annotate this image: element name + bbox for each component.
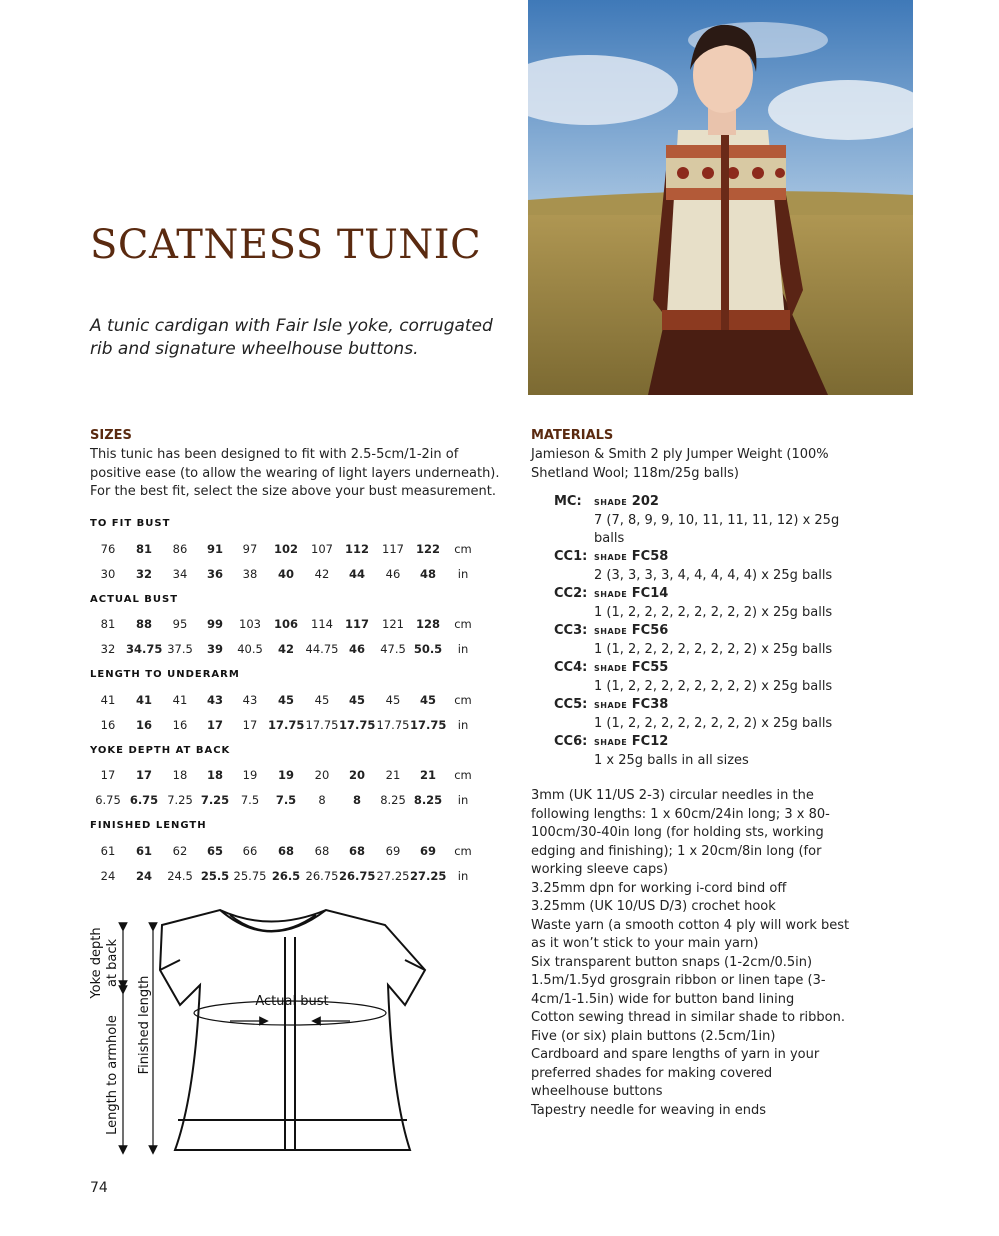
table-cell: 27.25 [410,869,447,883]
table-cell: 112 [344,542,369,556]
table-cell: 42 [277,642,294,656]
table-cell: 20 [348,768,365,782]
table-cell: 107 [311,542,333,556]
colour-code: MC: [554,494,582,509]
table-cell: 24 [100,869,116,883]
table-label: YOKE DEPTH AT BACK [90,745,231,756]
shade-word: shade [594,698,628,711]
table-cell: 47.5 [380,642,406,656]
list-item: Five (or six) plain buttons (2.5cm/1in) [531,1028,776,1044]
table-row [90,869,480,885]
sizes-text: This tunic has been designed to fit with 2.5-5cm/1-2in of positive ease (to allow the wearing of light layers underneath). For the best fit, select the size above your bust measurement. [90,447,500,499]
table-cell: 41 [172,693,188,707]
table-cell: 25.5 [200,869,230,883]
table-cell: 45 [419,693,436,707]
colour-shade [594,586,668,601]
table-cell: 34 [172,567,188,581]
table-unit: in [457,642,469,656]
colour-code: CC4: [554,660,588,675]
table-cell: 32 [135,567,152,581]
table-cell: 40 [277,567,294,581]
table-cell: 26.5 [271,869,301,883]
table-cell: 17 [206,718,223,732]
table-row [90,718,480,734]
colour-quantity: 7 (7, 8, 9, 9, 10, 11, 11, 11, 12) x 25g [594,513,840,528]
table-cell: 48 [419,567,436,581]
table-unit: cm [454,693,472,707]
shade-word: shade [594,624,628,637]
table-unit: cm [454,617,472,631]
table-cell: 39 [206,642,223,656]
table-cell: 8 [318,793,326,807]
yoke-label: Yoke depth [89,927,104,999]
table-unit: cm [454,768,472,782]
table-cell: 117 [382,542,404,556]
table-cell: 117 [344,617,369,631]
table-unit: in [457,567,469,581]
table-label: ACTUAL BUST [90,594,179,605]
table-cell: 20 [314,768,330,782]
table-unit: in [457,793,469,807]
table-cell: 50.5 [413,642,443,656]
table-cell: 24.5 [167,869,193,883]
table-cell: 18 [206,768,223,782]
table-cell: 41 [135,693,152,707]
table-row [90,844,480,860]
table-cell: 46 [385,567,401,581]
table-cell: 32 [100,642,116,656]
table-row [90,617,480,633]
table-cell: 43 [242,693,258,707]
table-cell: 44.75 [305,642,339,656]
table-cell: 43 [206,693,223,707]
photo-illustration [528,0,913,395]
shade-word: shade [594,550,628,563]
table-cell: 65 [206,844,223,858]
table-cell: 41 [100,693,116,707]
table-cell: 114 [311,617,333,631]
table-cell: 69 [419,844,436,858]
colour-quantity: 2 (3, 3, 3, 3, 4, 4, 4, 4, 4) x 25g balls [594,568,833,583]
table-cell: 30 [100,567,116,581]
table-cell: 122 [415,542,440,556]
finished-length-label: Finished length [137,975,152,1075]
table-cell: 19 [277,768,294,782]
table-cell: 76 [100,542,116,556]
table-row [90,768,480,784]
list-item: 3mm (UK 11/US 2-3) circular needles in the following lengths: 1 x 60cm/24in long; 3 x 80-100cm/30-40in long (for holding sts, working edging and finishing); 1 x 20cm/8in long (for working sleeve caps) [531,788,830,877]
list-item: Cardboard and spare lengths of yarn in your preferred shades for making covered wheelhouse buttons [531,1047,820,1099]
shade-number: FC56 [631,623,669,638]
colour-shade [594,734,668,749]
table-cell: 8 [352,793,361,807]
table-cell: 61 [135,844,152,858]
table-cell: 102 [273,542,298,556]
list-item: 3.25mm dpn for working i-cord bind off [531,880,787,896]
table-cell: 8.25 [380,793,406,807]
colour-shade [594,660,668,675]
table-row [90,693,480,709]
table-cell: 91 [206,542,223,556]
table-cell: 45 [277,693,294,707]
table-cell: 34.75 [126,642,163,656]
colour-code: CC1: [554,549,588,564]
shade-word: shade [594,495,628,508]
table-cell: 38 [242,567,258,581]
colour-shade [594,623,668,638]
colour-quantity: 1 (1, 2, 2, 2, 2, 2, 2, 2, 2) x 25g balls [594,605,833,620]
table-cell: 16 [135,718,152,732]
table-cell: 7.25 [167,793,193,807]
table-cell: 26.75 [305,869,339,883]
table-unit: in [457,869,469,883]
schematic-diagram [80,905,430,1160]
intro-text: A tunic cardigan with Fair Isle yoke, corrugated rib and signature wheelhouse buttons. [90,316,493,359]
table-label: LENGTH TO UNDERARM [90,669,240,680]
table-cell: 19 [242,768,258,782]
table-cell: 16 [100,718,116,732]
table-cell: 27.25 [376,869,410,883]
table-cell: 46 [348,642,365,656]
colour-shade [594,494,659,509]
table-cell: 97 [242,542,258,556]
table-unit: in [457,718,469,732]
shade-number: 202 [631,494,659,509]
table-cell: 45 [348,693,365,707]
table-cell: 17.75 [268,718,305,732]
table-cell: 6.75 [95,793,121,807]
table-cell: 86 [172,542,188,556]
shade-word: shade [594,587,628,600]
yarn-text: Jamieson & Smith 2 ply Jumper Weight (100% Shetland Wool; 118m/25g balls) [531,447,829,481]
table-cell: 37.5 [167,642,193,656]
garment-schematic [80,905,430,1160]
colour-quantity: 1 (1, 2, 2, 2, 2, 2, 2, 2, 2) x 25g balls [594,679,833,694]
table-cell: 40.5 [237,642,263,656]
table-cell: 106 [273,617,298,631]
table-cell: 45 [385,693,401,707]
table-cell: 17.75 [410,718,447,732]
yoke-label: at back [105,938,120,988]
table-cell: 18 [172,768,188,782]
list-item: 1.5m/1.5yd grosgrain ribbon or linen tape (3-4cm/1-1.5in) wide for button band lining [531,973,826,1007]
table-cell: 68 [348,844,365,858]
table-cell: 24 [135,869,152,883]
table-cell: 121 [382,617,404,631]
armhole-label: Length to armhole [105,1015,120,1135]
colour-code: CC6: [554,734,588,749]
table-unit: cm [454,542,472,556]
table-row [90,567,480,583]
table-cell: 26.75 [339,869,376,883]
table-cell: 99 [206,617,223,631]
colour-code: CC3: [554,623,588,638]
table-cell: 7.25 [200,793,230,807]
list-item: Tapestry needle for weaving in ends [531,1102,767,1118]
table-cell: 88 [135,617,152,631]
colour-quantity: balls [594,531,625,546]
shade-number: FC38 [631,697,669,712]
list-item: Six transparent button snaps (1-2cm/0.5in) [531,954,813,970]
table-cell: 66 [242,844,258,858]
table-cell: 42 [314,567,330,581]
table-label: TO FIT BUST [90,518,171,529]
table-cell: 68 [314,844,330,858]
table-cell: 25.75 [233,869,267,883]
shade-number: FC58 [631,549,669,564]
list-item: Cotton sewing thread in similar shade to ribbon. [531,1010,845,1025]
shade-number: FC55 [631,660,669,675]
table-label: FINISHED LENGTH [90,820,207,831]
table-row [90,542,480,558]
table-row [90,793,480,809]
table-cell: 61 [100,844,116,858]
colour-shade [594,697,668,712]
table-cell: 45 [314,693,330,707]
table-cell: 36 [206,567,223,581]
colour-quantity: 1 (1, 2, 2, 2, 2, 2, 2, 2, 2) x 25g balls [594,716,833,731]
table-cell: 17 [135,768,152,782]
sizes-heading: SIZES [90,428,132,443]
list-item: 3.25mm (UK 10/US D/3) crochet hook [531,899,776,914]
table-cell: 81 [100,617,116,631]
table-cell: 62 [172,844,188,858]
table-cell: 16 [172,718,188,732]
table-cell: 103 [239,617,261,631]
table-cell: 81 [135,542,152,556]
garment-outline [160,910,425,1150]
table-unit: cm [454,844,472,858]
table-cell: 21 [419,768,436,782]
table-cell: 17.75 [305,718,339,732]
table-cell: 128 [415,617,440,631]
colour-code: CC5: [554,697,588,712]
model-photo [528,0,913,395]
table-cell: 68 [277,844,294,858]
table-cell: 17.75 [339,718,376,732]
table-cell: 17 [100,768,116,782]
table-cell: 7.5 [240,793,260,807]
table-row [90,642,480,658]
colour-quantity: 1 x 25g balls in all sizes [594,753,749,768]
table-cell: 69 [385,844,401,858]
table-cell: 6.75 [129,793,159,807]
table-cell: 8.25 [413,793,443,807]
colour-quantity: 1 (1, 2, 2, 2, 2, 2, 2, 2, 2) x 25g balls [594,642,833,657]
table-cell: 17.75 [376,718,410,732]
colour-shade [594,549,668,564]
list-item: Waste yarn (a smooth cotton 4 ply will work best as it won’t stick to your main yarn) [531,917,850,951]
bust-label: Actual bust [255,994,329,1009]
table-cell: 17 [242,718,258,732]
shade-number: FC12 [631,734,669,749]
page-title: SCATNESS TUNIC [90,222,482,268]
shade-word: shade [594,735,628,748]
page-number: 74 [90,1180,108,1196]
table-cell: 95 [172,617,188,631]
colour-code: CC2: [554,586,588,601]
table-cell: 21 [385,768,401,782]
shade-number: FC14 [631,586,669,601]
materials-heading: MATERIALS [531,428,614,443]
table-cell: 7.5 [275,793,297,807]
supplies-list [531,787,851,1120]
table-cell: 44 [348,567,365,581]
shade-word: shade [594,661,628,674]
